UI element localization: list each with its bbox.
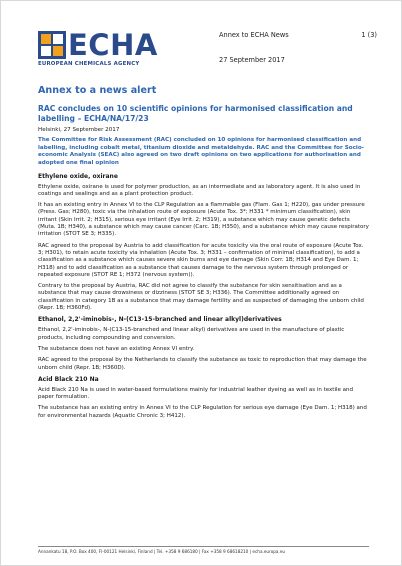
paragraph: Ethylene oxide, oxirane is used for polymer production, as an intermediate and as laboratory agent. It is also used in coatings and sealings and as a plant protection product. [38,183,361,197]
paragraph: The substance does not have an existing Annex VI entry. [38,345,195,352]
section-ethanol-iminobis [38,316,369,371]
echa-logo-mark-icon [38,31,66,59]
paragraph: It has an existing entry in Annex VI to the CLP Regulation as a flammable gas (Flam. Gas 1; H220), gas under pressure (Press. Gas; H280), toxic via the inhalation route of exposure (Acute Tox. 3*; H331 * minimum classification), skin irritant (Skin Irrit. 2; H315), serious eye irritant (Eye Irrit. 2; H319), a substance which may cause genetic defects (Muta. 1B; H340), a substance which may cause cancer (Carc. 1B; H350), and a substance which may cause respiratory irritation (STOT SE 3; H335). [38,202,369,238]
paragraph: RAC agreed to the proposal by Austria to add classification for acute toxicity via the oral route of exposure (Acute Tox. 3; H301), to retain acute toxicity via inhalation (Acute Tox. 3; H331 – confirmation of minimal classification), to add a classification as a substance which causes severe skin burns and eye damage (Skin Corr. 1B; H314 and Eye Dam. 1; H318) and to add classification as a substance that causes damage to the nervous system through prolonged or repeated exposure (STOT RE 1; H372 (nervous system)). [38,242,364,278]
news-subtitle: RAC concludes on 10 scientific opinions for harmonised classification and labelling – ECHA/NA/17/23 [38,104,353,123]
section-ethylene-oxide [38,173,369,313]
section-acid-black-210 [38,376,369,420]
page-title: Annex to a news alert [38,85,157,96]
section-heading: Acid Black 210 Na [38,375,99,383]
logo-word: ECHA [68,28,158,62]
header-date: 27 September 2017 [219,56,285,64]
paragraph: The substance has an existing entry in Annex VI to the CLP Regulation for serious eye damage (Eye Dam. 1; H318) and for environmental hazards (Aquatic Chronic 3; H412). [38,405,367,419]
paragraph: RAC agreed to the proposal by the Netherlands to classify the substance as toxic to reproduction that may damage the unborn child (Repr. 1B; H360D). [38,357,367,371]
document-body [38,85,369,424]
page-number: 1 (3) [361,31,377,39]
paragraph: Ethanol, 2,2'-iminobis-, N-(C13-15-branched and linear alkyl) derivatives are used in the manufacture of plastic products, including compounding and conversion. [38,327,345,341]
paragraph: Acid Black 210 Na is used in water-based formulations mainly for industrial leather dyeing as well as in textile and paper formulation. [38,386,353,401]
section-heading: Ethanol, 2,2'-iminobis-, N-(C13-15-branched and linear alkyl)derivatives [38,316,282,324]
page-footer: Annankatu 18, P.O. Box 400, FI-00121 Helsinki, Finland | Tel. +358 9 686180 | Fax +358 9 68618210 | echa.europa.eu [38,546,369,554]
paragraph: Contrary to the proposal by Austria, RAC did not agree to classify the substance for skin sensitisation and as a substance that may cause drowsiness or dizziness (STOT SE 3; H336). The Committee additionally agreed on classification in category 1B as a substance that may damage fertility and as suspected of damaging the unborn child (Repr. 1B; H360Fd). [38,283,364,312]
section-heading: Ethylene oxide, oxirane [38,172,118,180]
lead-paragraph: The Committee for Risk Assessment (RAC) concluded on 10 opinions for harmonised classification and labelling, including cobalt metal, titanium dioxide and metaldehyde. RAC and the Committee for Socio-economic Analysis (SEAC) also agreed on two draft opinions on two applications for authorisation and adopted one final opinion [38,137,364,166]
document-label: Annex to ECHA News [219,31,289,39]
dateline: Helsinki, 27 September 2017 [38,127,120,134]
logo-subtitle: EUROPEAN CHEMICALS AGENCY [38,61,140,67]
echa-logo [38,28,178,68]
